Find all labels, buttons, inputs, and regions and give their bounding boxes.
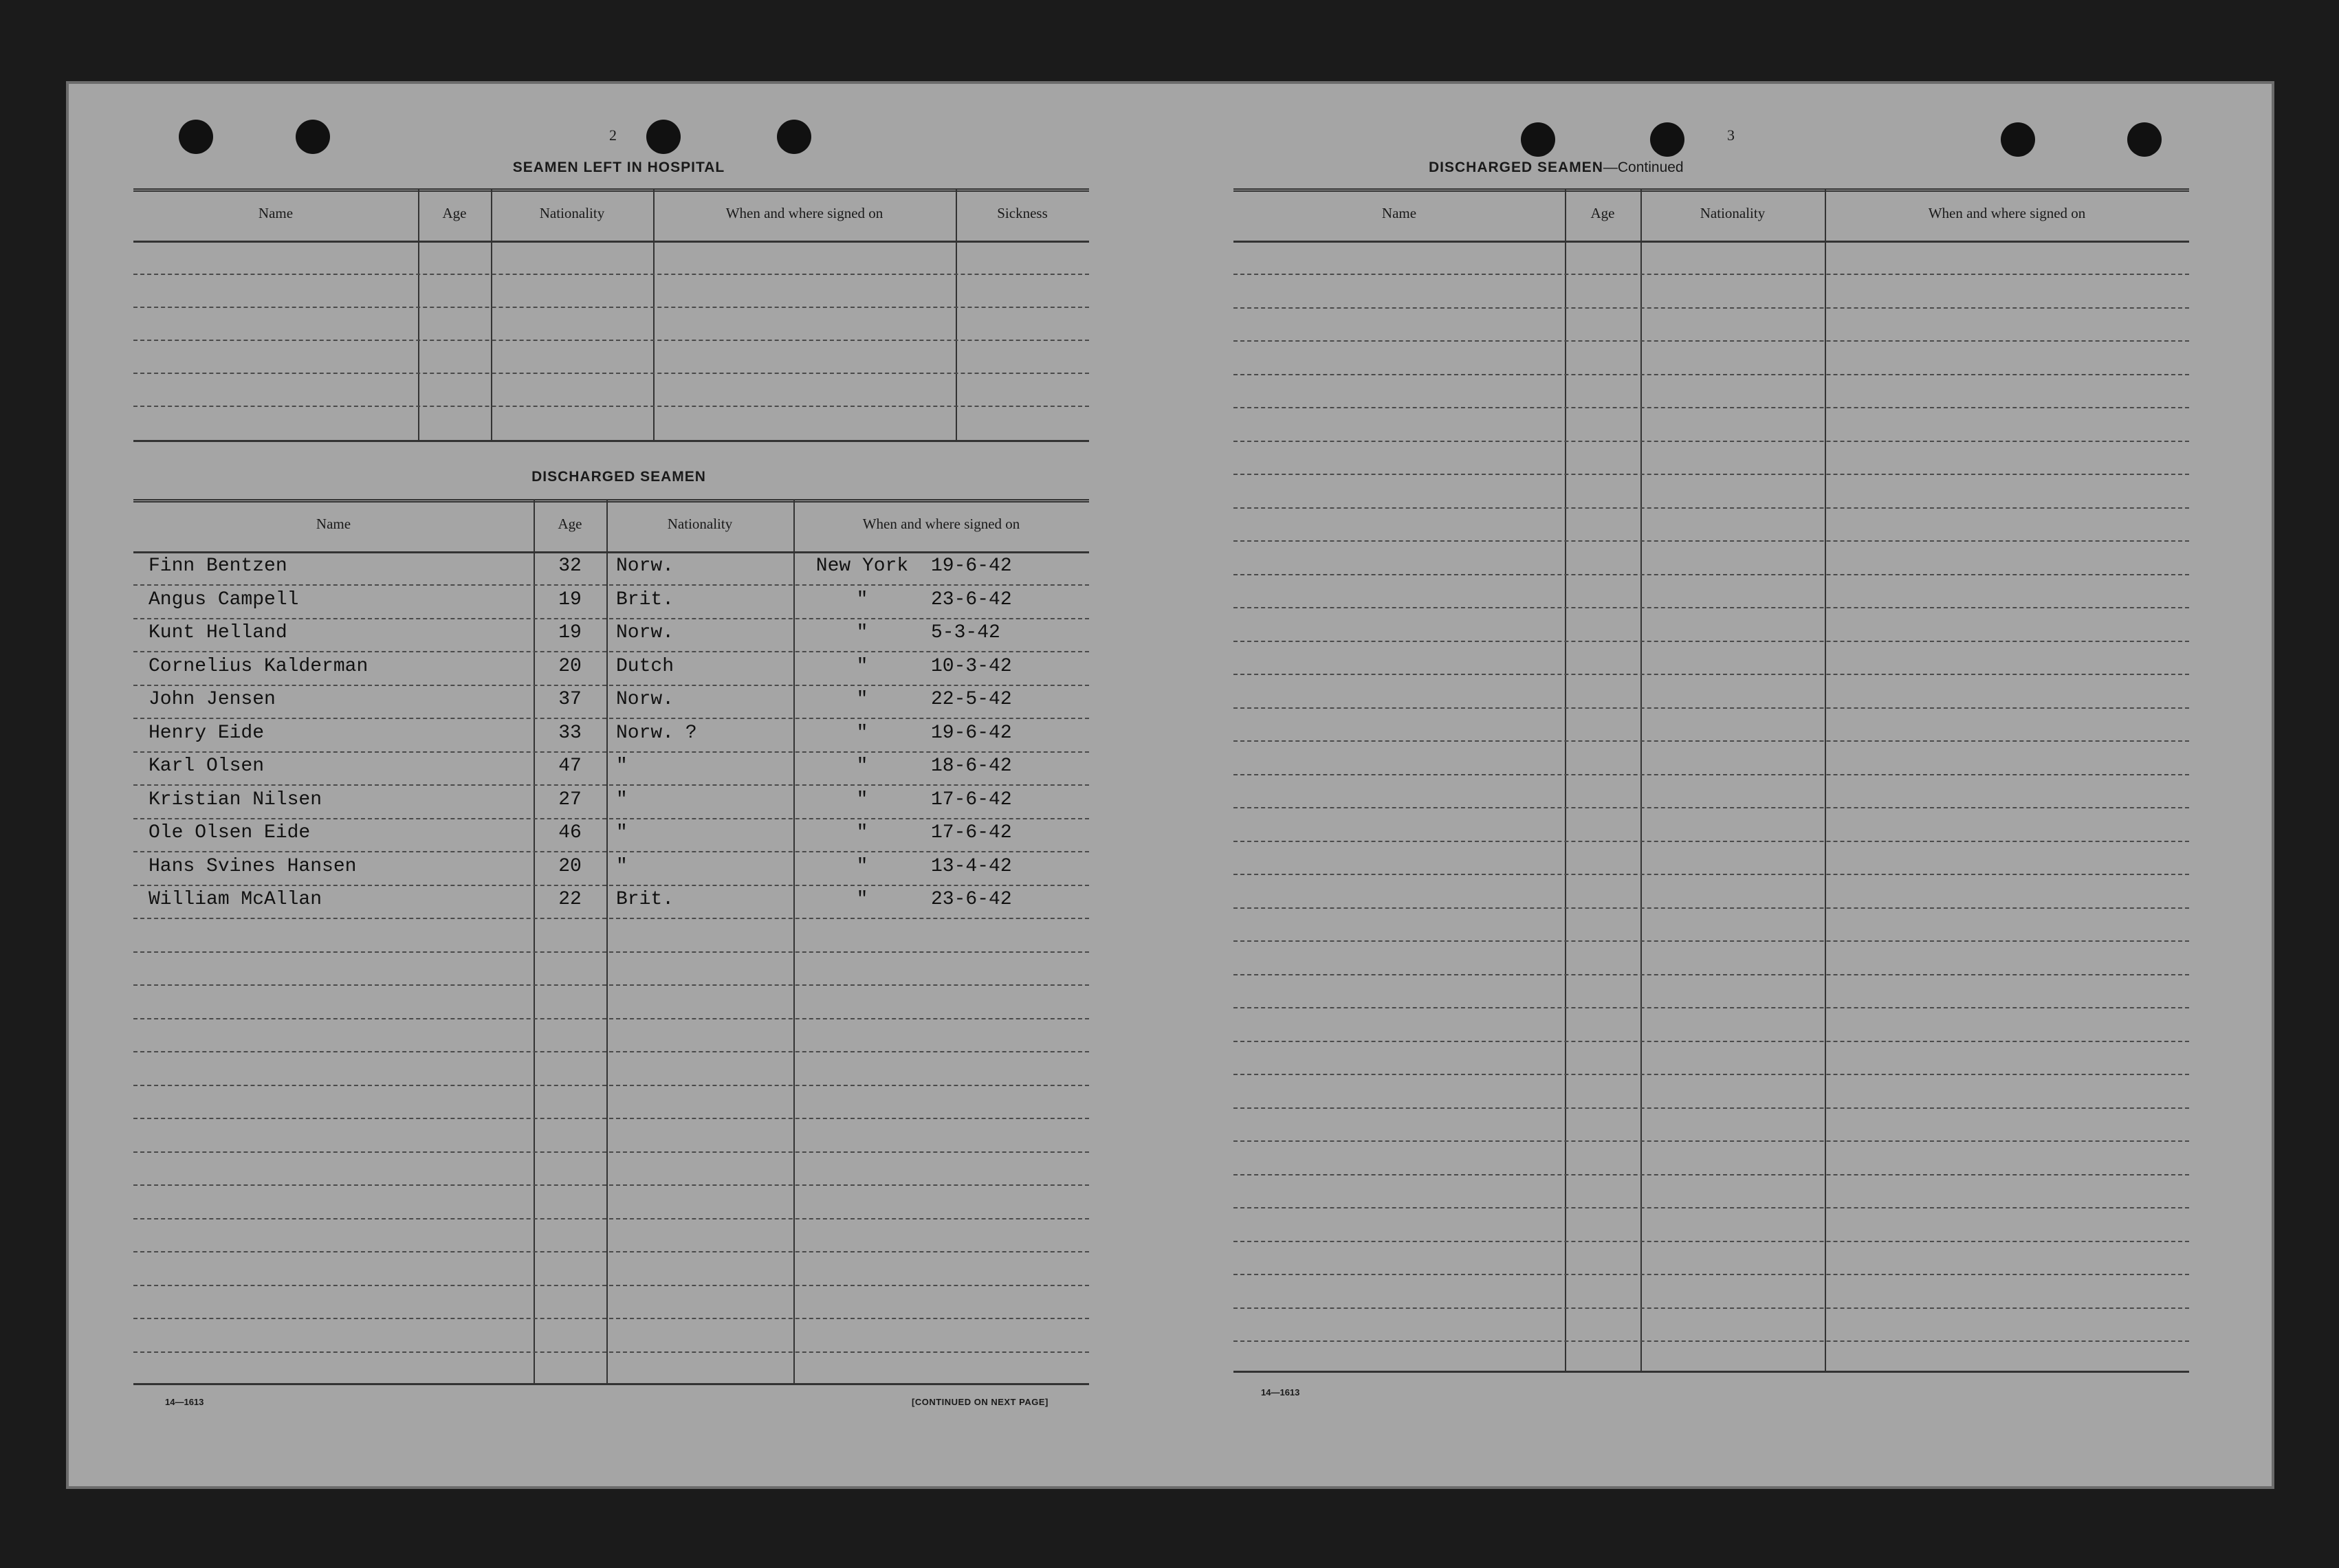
row-age: 20 xyxy=(558,655,582,677)
ruled-line xyxy=(1233,641,2189,642)
row-name: Cornelius Kalderman xyxy=(149,655,369,677)
row-place: " xyxy=(856,788,868,810)
row-name: Angus Campell xyxy=(149,588,299,610)
ruled-line xyxy=(1233,940,2189,942)
discharged-table xyxy=(133,499,1089,1387)
row-nationality: Norw. xyxy=(616,555,674,577)
page-number: 2 xyxy=(609,126,617,144)
ruled-line xyxy=(133,851,1089,852)
ruled-line xyxy=(1233,574,2189,575)
ruled-line xyxy=(133,1351,1089,1353)
row-age: 27 xyxy=(558,788,582,810)
row-nationality: Brit. xyxy=(616,588,674,610)
row-nationality: Norw. xyxy=(616,622,674,643)
row-nationality: Dutch xyxy=(616,655,674,677)
punch-hole xyxy=(777,120,811,154)
punch-hole xyxy=(179,120,213,154)
punch-hole xyxy=(2127,122,2162,157)
row-age: 47 xyxy=(558,755,582,777)
ruled-line xyxy=(1233,407,2189,408)
row-place: " xyxy=(856,822,868,843)
row-age: 19 xyxy=(558,622,582,643)
ruled-line xyxy=(133,951,1089,953)
ruled-line xyxy=(1233,874,2189,875)
ruled-line xyxy=(133,1051,1089,1052)
column-header: Age xyxy=(1590,205,1615,221)
ruled-line xyxy=(133,618,1089,619)
row-date: 5-3-42 xyxy=(931,622,1000,643)
row-nationality: " xyxy=(616,788,628,810)
ruled-line xyxy=(1233,1307,2189,1309)
row-nationality: " xyxy=(616,822,628,843)
table-top-rule xyxy=(133,188,1089,192)
row-name: Ole Olsen Eide xyxy=(149,822,311,843)
row-nationality: " xyxy=(616,855,628,877)
row-name: Karl Olsen xyxy=(149,755,265,777)
ruled-line xyxy=(133,685,1089,686)
row-age: 32 xyxy=(558,555,582,577)
row-nationality: Brit. xyxy=(616,889,674,910)
ruled-line xyxy=(1233,1074,2189,1075)
hospital-table xyxy=(133,188,1089,445)
ruled-line xyxy=(133,1218,1089,1219)
page-number: 3 xyxy=(1727,126,1735,144)
row-name: Henry Eide xyxy=(149,722,265,744)
ruled-line xyxy=(1233,1107,2189,1109)
column-header: Name xyxy=(1381,205,1417,221)
row-age: 46 xyxy=(558,822,582,843)
ruled-line xyxy=(133,1085,1089,1086)
row-date: 13-4-42 xyxy=(931,855,1012,877)
row-place: " xyxy=(856,622,868,643)
punch-hole xyxy=(296,120,330,154)
ruled-line xyxy=(1233,1041,2189,1042)
ruled-line xyxy=(1233,441,2189,442)
ruled-line xyxy=(1233,774,2189,775)
ruled-line xyxy=(1233,507,2189,509)
punch-hole xyxy=(2001,122,2035,157)
column-header: Age xyxy=(442,205,467,221)
row-place: " xyxy=(856,689,868,710)
row-date: 17-6-42 xyxy=(931,822,1012,843)
punch-hole xyxy=(646,120,681,154)
row-age: 19 xyxy=(558,588,582,610)
row-age: 37 xyxy=(558,689,582,710)
row-place: " xyxy=(856,889,868,910)
row-date: 19-6-42 xyxy=(931,722,1012,744)
ruled-line xyxy=(1233,707,2189,709)
ruled-line xyxy=(133,918,1089,919)
row-date: 18-6-42 xyxy=(931,755,1012,777)
ruled-line xyxy=(1233,540,2189,542)
row-name: Finn Bentzen xyxy=(149,555,287,577)
ruled-line xyxy=(1233,907,2189,909)
ruled-line xyxy=(1233,307,2189,309)
column-header: Age xyxy=(558,516,582,532)
row-place: " xyxy=(856,655,868,677)
discharged-section-title: DISCHARGED SEAMEN xyxy=(531,469,706,485)
row-place: New York xyxy=(815,555,909,577)
form-number: 14—1613 xyxy=(1261,1387,1300,1398)
ruled-line xyxy=(133,784,1089,786)
row-name: John Jensen xyxy=(149,689,276,710)
row-date: 10-3-42 xyxy=(931,655,1012,677)
right-page xyxy=(1169,84,2277,1486)
row-date: 19-6-42 xyxy=(931,555,1012,577)
ruled-line xyxy=(133,1151,1089,1153)
column-header: Nationality xyxy=(1700,205,1766,221)
ruled-line xyxy=(1233,340,2189,342)
row-date: 17-6-42 xyxy=(931,788,1012,810)
punch-hole xyxy=(1650,122,1684,157)
row-date: 23-6-42 xyxy=(931,588,1012,610)
table-bottom-rule xyxy=(133,440,1089,442)
form-number: 14—1613 xyxy=(165,1397,204,1407)
row-name: William McAllan xyxy=(149,889,322,910)
row-age: 33 xyxy=(558,722,582,744)
ruled-line xyxy=(1233,1274,2189,1275)
row-date: 23-6-42 xyxy=(931,889,1012,910)
ruled-line xyxy=(133,984,1089,986)
column-header: Sickness xyxy=(997,205,1048,221)
ruled-line xyxy=(133,1285,1089,1286)
ruled-line xyxy=(1233,374,2189,375)
ruled-line xyxy=(1233,740,2189,742)
ruled-line xyxy=(1233,1174,2189,1175)
ruled-line xyxy=(133,1251,1089,1252)
ruled-line xyxy=(133,718,1089,719)
row-place: " xyxy=(856,755,868,777)
ruled-line xyxy=(133,885,1089,886)
ruled-line xyxy=(133,651,1089,652)
row-date: 22-5-42 xyxy=(931,689,1012,710)
ruled-line xyxy=(133,751,1089,753)
ruled-line xyxy=(1233,1207,2189,1208)
ruled-line xyxy=(133,1184,1089,1186)
column-header: Nationality xyxy=(539,205,605,221)
row-age: 22 xyxy=(558,889,582,910)
ruled-line xyxy=(1233,274,2189,275)
row-name: Kristian Nilsen xyxy=(149,788,322,810)
ruled-line xyxy=(1233,1007,2189,1008)
row-name: Kunt Helland xyxy=(149,622,287,643)
discharged-continued-title xyxy=(1429,159,1684,176)
column-header: When and where signed on xyxy=(862,516,1020,532)
ruled-line xyxy=(133,1118,1089,1119)
ruled-line xyxy=(1233,841,2189,842)
ruled-line xyxy=(1233,807,2189,808)
ruled-line xyxy=(133,584,1089,586)
header-rule xyxy=(133,241,1089,243)
column-header: When and where signed on xyxy=(1928,205,2086,221)
column-header: When and where signed on xyxy=(725,205,883,221)
ruled-line xyxy=(1233,1241,2189,1242)
row-nationality: " xyxy=(616,755,628,777)
ruled-line xyxy=(1233,607,2189,608)
row-nationality: Norw. ? xyxy=(616,722,697,744)
ruled-line xyxy=(1233,974,2189,975)
row-name: Hans Svines Hansen xyxy=(149,855,357,877)
hospital-section-title: SEAMEN LEFT IN HOSPITAL xyxy=(512,159,725,175)
row-place: " xyxy=(856,588,868,610)
left-page xyxy=(69,84,1169,1486)
column-header: Nationality xyxy=(667,516,733,532)
ruled-line xyxy=(133,1318,1089,1319)
ruled-line xyxy=(1233,474,2189,475)
scanned-document xyxy=(66,81,2274,1489)
ruled-line xyxy=(133,818,1089,819)
continued-footer: [CONTINUED ON NEXT PAGE] xyxy=(912,1397,1048,1407)
ruled-line xyxy=(1233,674,2189,675)
row-place: " xyxy=(856,855,868,877)
row-age: 20 xyxy=(558,855,582,877)
column-header: Name xyxy=(316,516,351,532)
ruled-line xyxy=(1233,1140,2189,1142)
punch-hole xyxy=(1521,122,1555,157)
row-place: " xyxy=(856,722,868,744)
ruled-line xyxy=(133,1018,1089,1019)
title-main: DISCHARGED SEAMEN xyxy=(1429,159,1603,175)
ruled-line xyxy=(1233,1340,2189,1342)
title-continued: —Continued xyxy=(1603,159,1684,175)
row-nationality: Norw. xyxy=(616,689,674,710)
column-header: Name xyxy=(258,205,294,221)
discharged-continued-table xyxy=(1233,188,2189,1375)
